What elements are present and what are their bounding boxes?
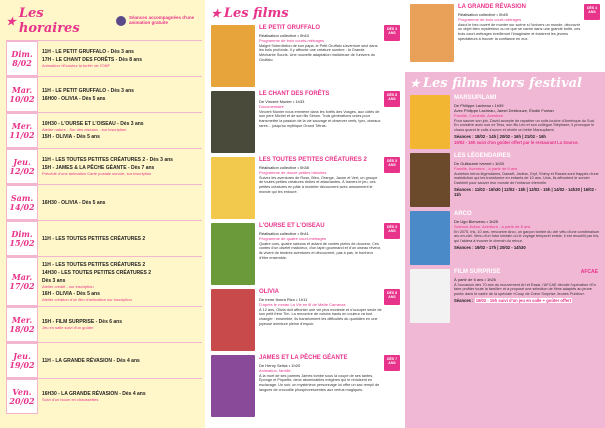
film-meta: Réalisation collective • 0h38	[259, 164, 309, 170]
day-name: Jeu.	[13, 351, 31, 362]
film-meta: De Ugo Bienvenu • 1h28	[454, 218, 498, 224]
poster-image	[410, 95, 450, 149]
poster-image	[410, 153, 450, 207]
hf-film-card	[410, 95, 600, 149]
day-label	[6, 77, 38, 112]
film-synopsis: Vincent Munier nous emmène dans les forêts des Vosges, aux côtés de son père Michel et de son fils Simon. Trois générations unies pour transmettre la passion de la vie sauvage et observer cerfs, lynx, oiseaux rares... jusqu'au mythique Grand Tétras.	[259, 109, 381, 128]
film-title: JAMES ET LA PÊCHE GÉANTE	[259, 355, 348, 361]
horaires-header	[6, 6, 199, 36]
day-entries	[38, 77, 202, 112]
poster-image	[211, 289, 255, 351]
schedule-day	[6, 342, 202, 378]
day-label	[6, 379, 38, 414]
day-name: Dim.	[11, 229, 33, 240]
schedule-day	[6, 220, 202, 256]
seances-label: Séances :	[454, 297, 474, 303]
day-date: 12/02	[9, 165, 35, 176]
day-entries	[38, 221, 202, 256]
films-column	[205, 0, 405, 428]
entry-text: 11H - LES TOUTES PETITES CRÉATURES 2	[42, 235, 146, 242]
film-body	[454, 153, 600, 207]
poster-image	[211, 355, 255, 417]
poster-image	[410, 4, 454, 62]
day-date: 15/02	[9, 237, 35, 248]
film-meta: Réalisation collective • 0h43	[259, 32, 309, 38]
star-icon: ★	[211, 7, 221, 20]
film-card	[211, 25, 400, 87]
day-date: 11/02	[9, 129, 35, 140]
film-category: Programme de trois court-métrages	[458, 16, 522, 22]
film-meta: À partir de 6 ans • 1h26	[454, 276, 496, 282]
day-label	[6, 221, 38, 256]
schedule-entry	[42, 291, 198, 302]
film-category: Programme de quatre court-métrages	[259, 235, 326, 241]
day-entries	[38, 257, 202, 306]
schedule-entry	[42, 57, 198, 68]
hf-film-card	[410, 269, 600, 323]
schedule-day	[6, 40, 202, 76]
day-entries	[38, 149, 202, 184]
day-entries	[38, 185, 202, 220]
schedule-day	[6, 378, 202, 414]
entry-text: 15H - OLIVIA - Dès 5 ans	[42, 134, 100, 140]
day-label	[6, 257, 38, 306]
film-body	[454, 269, 600, 323]
film-body	[454, 211, 600, 265]
schedule-entry	[42, 121, 198, 132]
entry-text: 11H - LE PETIT GRUFFALO - Dès 3 ans	[42, 49, 134, 55]
entry-note: Précédé d'une animation Carte postale sonore, sur inscription	[42, 171, 152, 176]
entry-text: 11H - LES TOUTES PETITES CRÉATURES 2 - Dès 3 ans	[42, 157, 173, 163]
film-synopsis: À 12 ans, Olivia doit affronter une vie plus modeste et s'occuper seule de son petit frère Tim. La rencontre de voisins hauts en couleur va tout changer : ensemble, ils transforment les difficultés du quotidien en une joyeuse aventure pleine d'espoir.	[259, 307, 382, 326]
film-title: MARSUPILAMI	[454, 95, 497, 101]
film-body	[259, 223, 400, 285]
film-category: Programme de trois courts-métrages	[259, 37, 325, 43]
entry-text: 15H - FILM SURPRISE - Dès 6 ans	[42, 319, 123, 325]
film-body	[259, 289, 400, 351]
film-body	[259, 355, 400, 417]
entry-note: Atelier création d'un film d'animation sur inscription	[42, 296, 132, 302]
day-name: Mer.	[11, 315, 33, 326]
schedule-entry	[42, 270, 198, 276]
film-card	[211, 157, 400, 219]
film-list	[211, 25, 400, 417]
film-synopsis: Autrefois héros légendaires, Danaël, Jadina, Gryf, Shimy et Razzia sont frappés d'une malédiction qui les transforme en enfants de 10 ans. Unis, ils affrontent le sorcier Darkhell pour sauver leur monde de l'enfance éternelle.	[454, 171, 599, 185]
entry-text: 16H30 - LA GRANDE RÉVASION - Dès 4 ans	[42, 391, 146, 397]
film-seances: Séances : 19/02 - 17h | 20/02 - 14h30	[454, 244, 526, 250]
day-date: 17/02	[9, 280, 35, 291]
film-title: ARCO	[454, 211, 472, 217]
film-synopsis: À la mort de ses parents James tombe sous la coupe de ses tantes, Éponge et Piquette, deux abominables mégères qui le réduisent en esclavage. Un soir, un mystérieux personnage lui offre un sac rempli de langues de crocodile phosphorescentes aux vertus magiques.	[259, 373, 380, 392]
poster-image	[211, 223, 255, 285]
film-synopsis: Suivez les aventures de Rose, Bleu, Orange, Jaune et Vert, un groupe de toutes petites créatures drôles et attachantes. À travers le jeu, ces petites créatures en pâte à modeler découvrent avec amusement le monde qui les entoure.	[259, 175, 378, 194]
film-meta: De Henry Selick • 1h20	[259, 362, 301, 368]
poster-image	[211, 157, 255, 219]
film-category: Programme de douze petites histoires	[259, 169, 327, 175]
seances-highlight: 18/02 - 15h suivi d'un jeu en salle + goûter offert	[475, 297, 572, 303]
entry-text: 16H30 - OLIVIA - Dès 5 ans	[42, 199, 106, 206]
film-meta: Réalisation collective • 0h45	[458, 11, 508, 17]
film-synopsis: Quatre ours, quatre saisons et autant de contes pleins de douceur. Ces contes d'un oiselet malicieux, d'un lapin gourmand et d'un oiseau rêveur, ils vivent de tendres aventures et découvrent, pas à pas, le bonheur d'être ensemble.	[259, 241, 381, 260]
film-meta: Réalisation collective • 0h41	[259, 230, 309, 236]
animation-note	[116, 16, 199, 26]
film-synopsis: Pour sauver son job, David accepte de rapatrier un colis louche d'Amérique du Sud. En croisière avec son ex Tess, son fils Léo et son collègue Stéphane, il provoque le chaos quand le colis s'ouvre et révèle un bébé Marsupilami.	[454, 118, 595, 132]
day-label	[6, 149, 38, 184]
film-category: D'après le roman La Vie en fil de Maïte Carranza	[259, 301, 346, 307]
entry-text: 10H30 - L'OURSE ET L'OISEAU - Dès 3 ans	[42, 121, 144, 127]
film-meta: De Irene Iborra Rizo • 1h11	[259, 296, 308, 302]
schedule-entry	[42, 165, 198, 176]
day-name: Mar.	[11, 272, 33, 283]
poster-image	[211, 91, 255, 153]
poster-image	[410, 211, 450, 265]
schedule-entry	[42, 88, 198, 94]
day-date: 18/02	[9, 323, 35, 334]
hors-festival-panel	[405, 72, 605, 428]
schedule-entry	[42, 200, 198, 206]
film-title: LE CHANT DES FORÊTS	[259, 91, 330, 97]
day-name: Ven.	[12, 387, 32, 398]
poster-image	[211, 25, 255, 87]
film-title: LES LÉGENDAIRES	[454, 153, 511, 159]
entry-note: Jeu en salle suivi d'un goûter	[42, 325, 94, 330]
film-body	[259, 157, 400, 219]
schedule-entry	[42, 278, 198, 289]
film-synopsis: Malgré l'interdiction de son papa, le Petit Gruffalo s'aventure seul dans les bois profonds. Il y affronte une créature sombre : la Grande Méchante Souris. Une nouvelle adaptation malicieuse de l'univers du Gruffalo.	[259, 43, 378, 62]
entry-text: 11H - LA GRANDE RÉVASION - Dès 4 ans	[42, 357, 140, 364]
film-category: Documentaire	[259, 103, 284, 109]
raccoon-icon	[116, 16, 126, 26]
film-card	[211, 223, 400, 285]
schedule-entry	[42, 319, 198, 330]
schedule-entry	[42, 391, 198, 402]
day-label	[6, 343, 38, 378]
schedule-entry	[42, 262, 198, 268]
day-name: Sam.	[10, 193, 34, 204]
hf-film-card	[410, 153, 600, 207]
film-category: Animation, famille	[259, 367, 291, 373]
schedule-day	[6, 306, 202, 342]
film-category: Famille, Comédie, Aventure	[454, 112, 504, 118]
schedule-day	[6, 184, 202, 220]
film-meta: De Guillaume Ivernel • 1h33	[454, 160, 504, 166]
horaires-title: ★ Les horaires	[6, 6, 80, 36]
day-date: 10/02	[9, 93, 35, 104]
star-icon: ★	[6, 14, 16, 28]
film-seances: Séances : 11/02 - 16h30 | 12/02 - 15h | 13/02 - 15h | 14/02 - 14h30 | 16/02 - 11h	[454, 186, 597, 197]
film-body	[454, 95, 600, 149]
entry-text: 17H - LE CHANT DES FORÊTS - Dès 8 ans	[42, 57, 143, 63]
day-entries	[38, 343, 202, 378]
film-grande-revasion	[405, 0, 605, 66]
entry-text: 16H00 - OLIVIA - Dès 5 ans	[42, 95, 106, 102]
entry-text: 11H - LE PETIT GRUFFALO - Dès 3 ans	[42, 87, 134, 94]
age-badge: DÈS 3 ANS	[384, 157, 400, 173]
day-name: Mar.	[11, 85, 33, 96]
entry-text: 16H - OLIVIA - Dès 5 ans	[42, 290, 100, 297]
age-badge: DÈS 4 ANS	[584, 4, 600, 20]
day-entries	[38, 379, 202, 414]
entry-text: 15H - JAMES & LA PÊCHE GÉANTE - Dès 7 ans	[42, 165, 155, 171]
film-seances: Séances : 18/02 - 14h | 20/02 - 16h | 21/02 - 16h	[454, 133, 546, 139]
film-meta: De Vincent Munier • 1h33	[259, 98, 305, 104]
film-card	[211, 91, 400, 153]
age-badge: DÈS 7 ANS	[384, 355, 400, 371]
hors-festival-list	[410, 95, 600, 323]
film-category: Science-fiction, Aventure - à partir de 8 ans	[454, 223, 531, 229]
schedule-entry	[42, 49, 198, 55]
film-card	[211, 355, 400, 417]
day-entries	[38, 41, 202, 76]
film-body	[259, 91, 400, 153]
day-entries	[38, 113, 202, 148]
age-badge: DÈS 3 ANS	[384, 223, 400, 239]
age-badge: DÈS 8 ANS	[384, 289, 400, 305]
film-body	[259, 25, 400, 87]
day-label	[6, 307, 38, 342]
film-meta: De Philippe Lacheau • 1h39	[454, 102, 504, 108]
entry-note: Atelier créatif - sur inscription	[42, 283, 94, 289]
day-name: Mer.	[11, 121, 33, 132]
film-seances	[454, 298, 600, 303]
film-title: LA GRANDE RÉVASION	[458, 4, 527, 10]
entry-note: Atelier nature - Sur des oiseaux - sur inscription	[42, 127, 127, 132]
film-title: L'OURSE ET L'OISEAU	[259, 223, 325, 229]
schedule-entry	[42, 236, 198, 242]
film-extra: 19/02 - 15h suivi d'un goûter offert par le restaurant La Source.	[454, 139, 579, 145]
films-title: ★ Les films	[211, 6, 289, 21]
day-date: 20/02	[9, 395, 35, 406]
day-label	[6, 41, 38, 76]
day-label	[6, 185, 38, 220]
age-badge: DÈS 8 ANS	[384, 91, 400, 107]
schedule-list	[6, 40, 202, 414]
film-synopsis: En 2075, Iris, 10 ans, rencontre Arco, un garçon tombé du ciel vêtu d'une combinaison arc-en-ciel. Venu d'un futur lointain où le voyage temporel existe, il est recueilli par Iris, qui l'aidera à trouver le chemin du retour.	[454, 229, 600, 243]
entry-text: Dès 3 ans	[42, 277, 66, 284]
film-title: LES TOUTES PETITES CRÉATURES 2	[259, 157, 367, 163]
day-entries	[38, 307, 202, 342]
day-name: Dim.	[11, 49, 33, 60]
film-synopsis: Assoi le bec ouvert de monter sur scène si l'univers un monde, découvrir un objet bien mystérieux ou ce que se cache dans une grande boîte, ces trois court-métrages éveilleront l'imaginaire et éclairent les jeunes spectateurs à trouver la confiance en eux.	[458, 22, 581, 41]
day-date: 19/02	[9, 359, 35, 370]
afcae-logo: AFCAE	[580, 269, 598, 275]
day-date: 14/02	[9, 201, 35, 212]
film-title: FILM SURPRISE	[454, 269, 501, 275]
film-category: Famille, Aventure - à partir de 6 ans	[454, 165, 518, 171]
day-name: Jeu.	[13, 157, 31, 168]
schedule-day	[6, 76, 202, 112]
film-title: OLIVIA	[259, 289, 280, 295]
schedule-entry	[42, 134, 198, 140]
entry-text: 14H30 - LES TOUTES PETITES CRÉATURES 2	[42, 269, 152, 276]
film-title: LE PETIT GRUFFALO	[259, 25, 320, 31]
entry-note: Suivi d'un boum en chaussettes	[42, 397, 99, 402]
schedule-day	[6, 148, 202, 184]
film-credits: Avec Philippe Lacheau, Jamel Debbouze, Élodie Fontan	[454, 107, 554, 113]
day-date: 8/02	[12, 57, 32, 68]
poster-image	[410, 269, 450, 323]
schedule-entry	[42, 358, 198, 364]
schedule-entry	[42, 157, 198, 163]
hf-film-card	[410, 211, 600, 265]
schedule-day	[6, 112, 202, 148]
entry-note: Animation «Ecoutez la forêt» de l'ONF	[42, 63, 110, 68]
hors-festival-title: ★ Les films hors festival	[410, 76, 582, 91]
schedule-entry	[42, 96, 198, 102]
film-card	[211, 289, 400, 351]
star-icon: ★	[410, 77, 420, 90]
day-label	[6, 113, 38, 148]
entry-text: 11H - LES TOUTES PETITES CRÉATURES 2	[42, 261, 146, 268]
schedule-day	[6, 256, 202, 306]
age-badge: DÈS 3 ANS	[384, 25, 400, 41]
film-synopsis: À l'occasion des 70 ans du mouvement Art et Essai, l'AFCAE dévoile l'opération «En faire profiter toute la famille» et a proposé une sélection de films adaptés au jeune public dans le cadre de la spéciale «Coup de Cœur Surprise Jeunes Publics».	[454, 282, 596, 296]
animation-note-text: Séances accompagnées d'une animation gratuite	[129, 15, 195, 25]
